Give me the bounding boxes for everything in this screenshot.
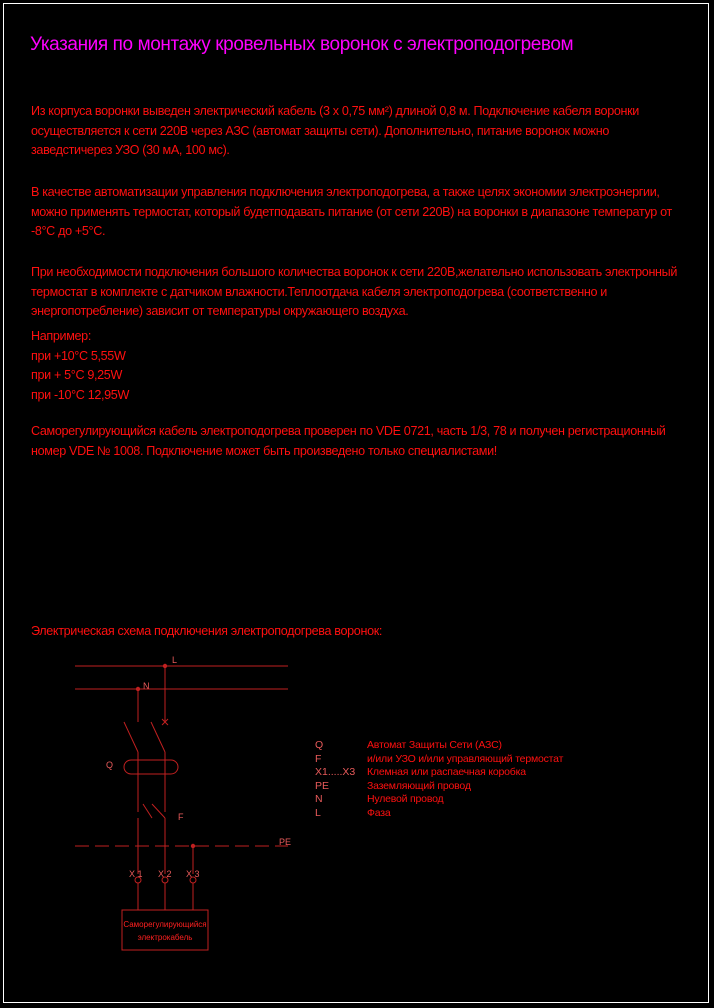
schema-caption: Электрическая схема подключения электроподогрева воронок: — [31, 624, 383, 638]
label-x3: X 3 — [186, 869, 200, 879]
text-line: термостат в комплекте с датчиком влажности.Теплоотдача кабеля электроподогрева (соответственно и — [31, 284, 607, 299]
example-row: при -10°С 12,95W — [31, 387, 129, 402]
legend-code: L — [315, 806, 321, 819]
legend-desc: Автомат Защиты Сети (АЗС) — [367, 739, 502, 751]
example-row: при +10°С 5,55W — [31, 348, 126, 363]
junction-dot — [163, 664, 167, 668]
box-label-line: электрокабель — [137, 933, 193, 942]
example-heading: Например: — [31, 329, 91, 343]
heating-cable-box-label — [122, 918, 208, 944]
text-line: При необходимости подключения большого количества воронок к сети 220В,желательно использовать электронный — [31, 265, 678, 279]
label-l: L — [172, 655, 178, 665]
legend-desc: Клемная или распаечная коробка — [367, 766, 526, 778]
label-x2: X 2 — [158, 869, 172, 879]
junction-dot — [136, 687, 140, 691]
switch-f-contact — [143, 804, 152, 818]
legend-row — [315, 793, 563, 807]
text-line: Из корпуса воронки выведен электрический кабель (3 х 0,75 мм²) длиной 0,8 м. Подключение кабеля воронки — [31, 104, 639, 118]
text-line: -8°С до +5°С. — [31, 224, 106, 238]
schema-legend — [315, 739, 563, 820]
example-row: при + 5°С 9,25W — [31, 368, 122, 382]
label-n: N — [143, 681, 150, 691]
label-f: F — [178, 812, 184, 822]
legend-code: PE — [315, 779, 330, 792]
legend-desc: Фаза — [367, 806, 391, 819]
switch-f-contact — [152, 804, 165, 818]
label-x1: X 1 — [129, 869, 143, 879]
text-line: заведстичерез УЗО (30 мА, 100 мс). — [31, 143, 230, 157]
legend-desc: Заземляющий провод — [367, 779, 471, 792]
legend-code: F — [315, 752, 322, 765]
breaker-contact-n — [124, 722, 138, 752]
text-line: энергопотребление) зависит от температуры окружающего воздуха. — [31, 304, 409, 318]
text-line: осуществляется к сети 220В через АЗС (автомат защиты сети). Дополнительно, питание воронок можно — [31, 123, 609, 138]
legend-desc: Нулевой провод — [367, 793, 444, 805]
breaker-contact-l — [151, 722, 165, 752]
legend-code: N — [315, 793, 323, 805]
text-line: В качестве автоматизации управления подключения электроподогрева, а также целях экономии электроэнергии, — [31, 185, 660, 199]
legend-row — [315, 739, 563, 753]
legend-code: X1.....X3 — [315, 766, 356, 778]
text-line: можно применять термостат, который будетподавать питание (от сети 220В) на воронки в диапазоне температур от — [31, 204, 672, 219]
breaker-handle-shape — [124, 760, 178, 774]
legend-row — [315, 807, 563, 821]
page-title: Указания по монтажу кровельных воронок с электроподогревом — [30, 34, 574, 55]
text-line: Саморегулирующийся кабель электроподогрева проверен по VDE 0721, часть 1/3, 78 и получен регистрационный — [31, 424, 666, 438]
label-pe: PE — [279, 837, 292, 847]
legend-row — [315, 753, 563, 767]
legend-row — [315, 766, 563, 780]
junction-dot — [191, 844, 195, 848]
legend-code: Q — [315, 739, 324, 751]
text-line: номер VDE № 1008. Подключение может быть произведено только специалистами! — [31, 443, 497, 458]
legend-desc: и/или УЗО и/или управляющий термостат — [367, 752, 564, 765]
box-label-line: Саморегулирующийся — [123, 920, 207, 929]
legend-row — [315, 780, 563, 794]
label-q: Q — [106, 760, 114, 770]
